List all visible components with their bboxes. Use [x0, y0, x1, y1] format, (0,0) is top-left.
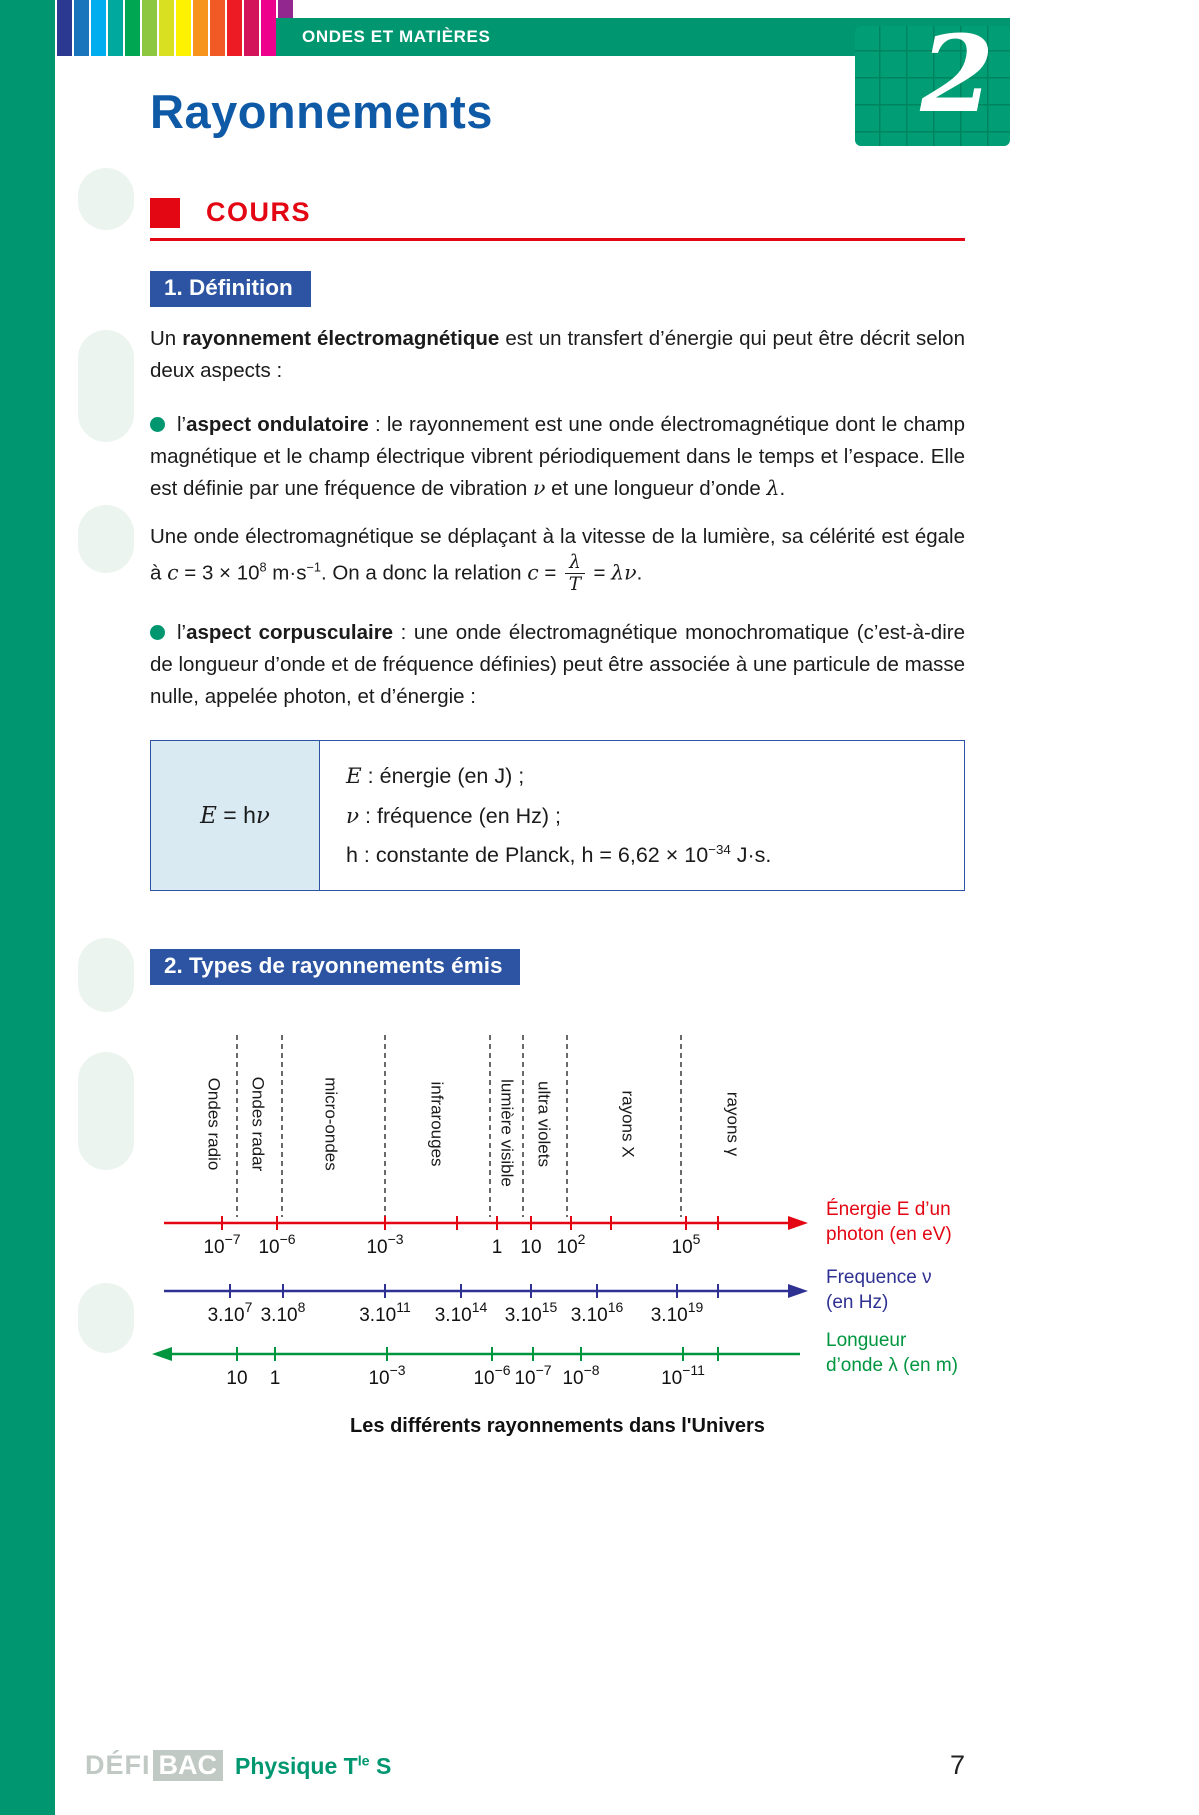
tick-label: $10^{-3}$: [366, 1231, 404, 1259]
tick-label: $10^{-7}$: [514, 1362, 552, 1390]
formula-cell: [151, 741, 320, 890]
formula-legend-line: h : constante de Planck, $h = 6,62 \times 10^{-34}$ J·s.: [346, 841, 772, 867]
tick-label: $10^{-3}$: [368, 1362, 406, 1390]
chapter-kicker: ONDES ET MATIÈRES: [302, 27, 491, 46]
page-footer: [85, 1750, 965, 1781]
bullet-icon: [150, 417, 165, 432]
region-label: rayons X: [618, 1090, 638, 1158]
region-label: lumière visible: [497, 1079, 517, 1188]
region-label: ultra violets: [534, 1081, 554, 1168]
paragraph-celerite: Une onde électromagnétique se déplaçant à la vitesse de la lumière, sa célérité est égale à $c = 3 \times 10^8$ $m\cdot s^{-1}$. On a donc la relation c = $\frac{\lambda}{T}$ = λν.: [150, 524, 965, 596]
tick-label: $10^{-8}$: [562, 1362, 600, 1390]
section-1: [150, 271, 965, 307]
axis-title: Frequence ν (en Hz): [826, 1267, 932, 1313]
region-label: infrarouges: [427, 1081, 447, 1167]
arrowhead-icon: [788, 1216, 808, 1230]
spectrum-diagram: [150, 1029, 965, 1401]
bullet-icon: [150, 625, 165, 640]
tick-label: $10^{-7}$: [203, 1231, 241, 1259]
formula-e-hv: E = hν: [200, 802, 270, 830]
tick-label: 3.10$^{19}$: [650, 1299, 704, 1327]
tick-label: 3.10$^{11}$: [359, 1299, 411, 1327]
tick-label: 3.10$^{14}$: [434, 1299, 488, 1327]
tick-label: 3.10$^8$: [260, 1299, 306, 1327]
tick-label: 1: [491, 1237, 503, 1259]
paragraph-corpusculaire: [150, 617, 965, 713]
cours-label: COURS: [206, 197, 312, 227]
formula-box: [150, 740, 965, 891]
chapter-number: 2: [920, 11, 994, 136]
tick-label: 3.10$^7$: [207, 1299, 253, 1327]
section-2: [150, 949, 965, 985]
formula-legend-line: ν : fréquence (en Hz) ;: [346, 803, 562, 829]
red-square-icon: [150, 198, 180, 228]
brand-subject: Physique $T^{le}$ S: [235, 1753, 392, 1779]
axis-0: [164, 1216, 808, 1258]
tick-label: 1: [269, 1368, 281, 1390]
tick-label: 10: [226, 1368, 248, 1390]
brand-defi: DÉFI: [85, 1750, 151, 1780]
section-2-heading: 2. Types de rayonnements émis: [150, 949, 520, 985]
formula-legend-line: E : énergie (en J) ;: [346, 764, 525, 790]
paragraph-intro: Un rayonnement électromagnétique est un transfert d’énergie qui peut être décrit selon deux aspects :: [150, 327, 965, 382]
diagram-caption: Les différents rayonnements dans l'Univers: [350, 1415, 765, 1438]
tick-label: $10^{-11}$: [661, 1362, 705, 1390]
axis-title: Longueur d’onde λ (en m): [826, 1330, 959, 1376]
tick-label: $10^{-6}$: [258, 1231, 296, 1259]
spectrum-svg: [150, 1029, 822, 1401]
tick-label: $10^5$: [671, 1231, 701, 1259]
brand-logo: [85, 1750, 391, 1781]
tick-label: $10^{-6}$: [473, 1362, 511, 1390]
arrowhead-icon: [788, 1284, 808, 1298]
region-label: micro-ondes: [321, 1077, 341, 1172]
paragraph-text: l’aspect ondulatoire : le rayonnement est une onde électromagnétique dont le champ magnétique et le champ électrique vibrent périodiquement dans le temps et l’espace. Elle est définie par une fréquence de vibration ν et une longueur d’onde λ.: [150, 412, 965, 500]
section-1-heading: 1. Définition: [150, 271, 311, 307]
region-label: Ondes radar: [248, 1077, 268, 1172]
paragraph-ondulatoire: [150, 409, 965, 505]
axis-title: Énergie E d’un photon (en eV): [826, 1199, 952, 1245]
tick-label: 10: [520, 1237, 542, 1259]
page-title: Rayonnements: [150, 85, 493, 138]
cours-rule: [150, 238, 965, 241]
paragraph-text: l’aspect corpusculaire : une onde électromagnétique monochromatique (c’est-à-dire de longueur d’onde et de fréquence définies) peut être associée à une particule de masse nulle, appelée photon, et d’énergie :: [150, 620, 965, 708]
brand-bac: BAC: [153, 1750, 224, 1781]
tick-label: 3.10$^{16}$: [570, 1299, 624, 1327]
axis-2: [152, 1347, 800, 1389]
page-number: 7: [949, 1750, 965, 1780]
region-label: Ondes radio: [204, 1077, 224, 1171]
region-label: rayons γ: [723, 1092, 743, 1157]
axis-1: [164, 1284, 808, 1326]
cours-header: [150, 197, 965, 228]
formula-legend: [320, 741, 964, 890]
arrowhead-icon: [152, 1347, 172, 1361]
tick-label: $10^2$: [556, 1231, 586, 1259]
tick-label: 3.10$^{15}$: [504, 1299, 558, 1327]
